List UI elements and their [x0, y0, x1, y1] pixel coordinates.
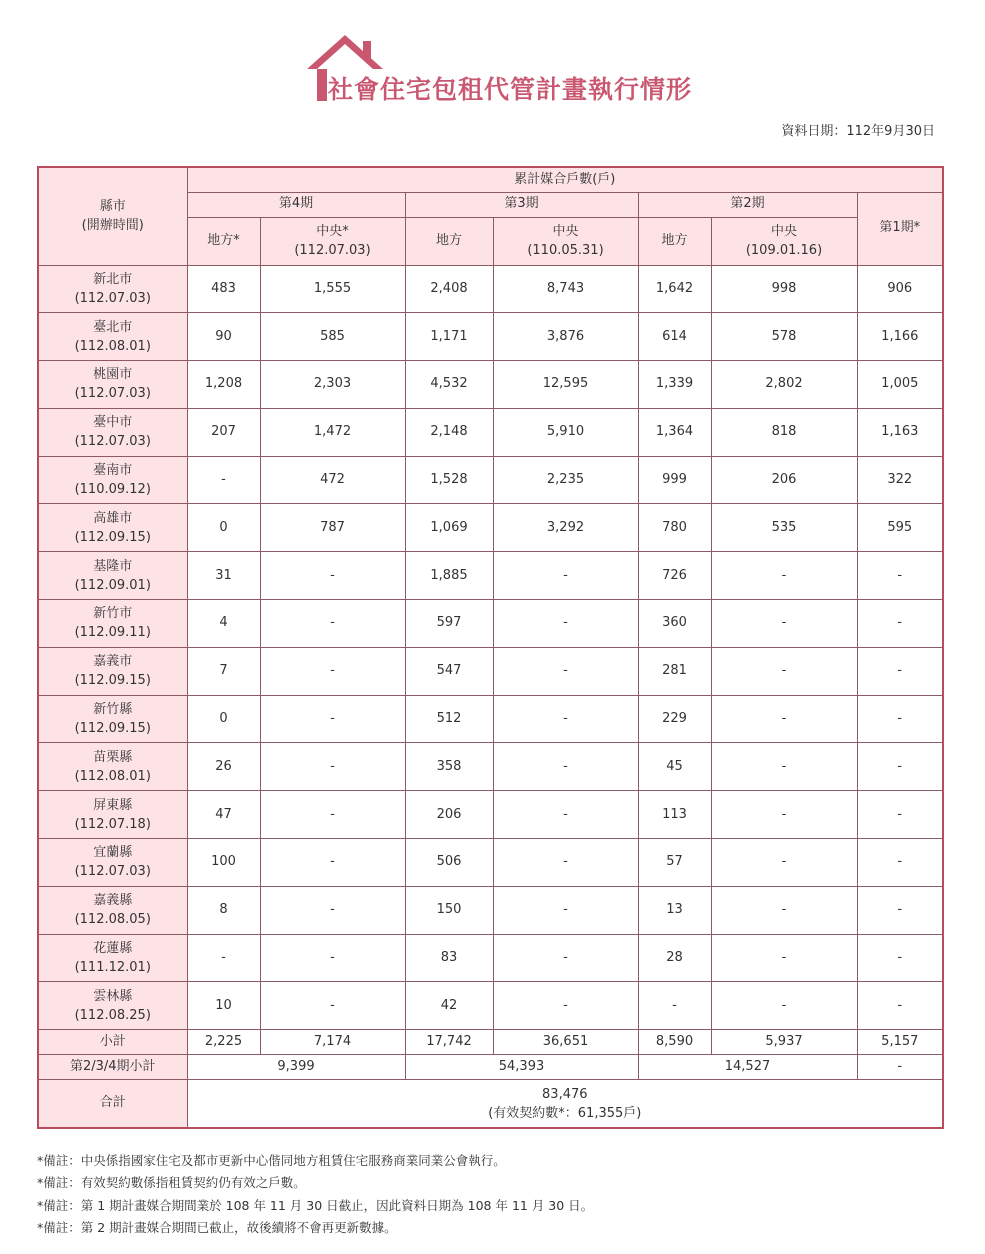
table-row [38, 886, 943, 934]
total-cell: 83,476 (有效契約數*：61,355戶) [187, 1080, 943, 1128]
footnotes [37, 1150, 593, 1239]
value-cell: 726 [638, 552, 711, 600]
value-cell: - [857, 600, 943, 648]
value-cell: 1,005 [857, 361, 943, 409]
value-cell: - [187, 456, 260, 504]
county-cell: 新竹縣 (112.09.15) [38, 695, 187, 743]
county-cell: 宜蘭縣 (112.07.03) [38, 839, 187, 887]
subtotal-label: 小計 [38, 1030, 187, 1055]
table-row [38, 552, 943, 600]
phase-subtotal-cell: 14,527 [638, 1055, 857, 1080]
table-row [38, 791, 943, 839]
value-cell: - [857, 934, 943, 982]
value-cell: 998 [711, 265, 857, 313]
phase3-header: 第3期 [405, 192, 638, 217]
matching-table [37, 166, 944, 1129]
value-cell: - [711, 886, 857, 934]
value-cell: 12,595 [493, 361, 638, 409]
page-header [0, 0, 985, 110]
value-cell: - [187, 934, 260, 982]
phase-subtotal-label: 第2/3/4期小計 [38, 1055, 187, 1080]
value-cell: 2,802 [711, 361, 857, 409]
footnote: *備註：中央係指國家住宅及都市更新中心偕同地方租賃住宅服務商業同業公會執行。 [37, 1153, 506, 1168]
p3-local-header: 地方 [405, 217, 493, 265]
value-cell: 1,642 [638, 265, 711, 313]
value-cell: 597 [405, 600, 493, 648]
county-cell: 雲林縣 (112.08.25) [38, 982, 187, 1030]
total-label: 合計 [38, 1080, 187, 1128]
value-cell: 10 [187, 982, 260, 1030]
table-row [38, 934, 943, 982]
county-cell: 嘉義市 (112.09.15) [38, 647, 187, 695]
value-cell: - [857, 743, 943, 791]
county-cell: 基隆市 (112.09.01) [38, 552, 187, 600]
value-cell: - [711, 791, 857, 839]
group-header: 累計媒合戶數(戶) [187, 167, 943, 192]
value-cell: - [857, 695, 943, 743]
value-cell: 57 [638, 839, 711, 887]
value-cell: 506 [405, 839, 493, 887]
value-cell: 585 [260, 313, 405, 361]
page-title: 社會住宅包租代管計畫執行情形 [328, 75, 693, 104]
value-cell: - [260, 886, 405, 934]
table-row [38, 313, 943, 361]
value-cell: 1,339 [638, 361, 711, 409]
footnote: *備註：有效契約數係指租賃契約仍有效之戶數。 [37, 1175, 306, 1191]
subtotal-row [38, 1030, 943, 1055]
value-cell: - [260, 982, 405, 1030]
value-cell: 999 [638, 456, 711, 504]
value-cell: 595 [857, 504, 943, 552]
value-cell: - [260, 647, 405, 695]
value-cell: - [857, 552, 943, 600]
value-cell: 47 [187, 791, 260, 839]
value-cell: 83 [405, 934, 493, 982]
value-cell: 1,163 [857, 408, 943, 456]
value-cell: - [260, 934, 405, 982]
value-cell: 5,910 [493, 408, 638, 456]
value-cell: 1,472 [260, 408, 405, 456]
value-cell: 90 [187, 313, 260, 361]
value-cell: 0 [187, 504, 260, 552]
table-row [38, 743, 943, 791]
value-cell: 206 [711, 456, 857, 504]
table-row [38, 647, 943, 695]
phase-subtotal-cell: 9,399 [187, 1055, 405, 1080]
value-cell: 4 [187, 600, 260, 648]
value-cell: 13 [638, 886, 711, 934]
value-cell: 45 [638, 743, 711, 791]
phase2-header: 第2期 [638, 192, 857, 217]
value-cell: - [493, 791, 638, 839]
value-cell: - [493, 886, 638, 934]
value-cell: 787 [260, 504, 405, 552]
table-row [38, 504, 943, 552]
table-row [38, 408, 943, 456]
subtotal-cell: 5,937 [711, 1030, 857, 1055]
value-cell: 2,408 [405, 265, 493, 313]
county-cell: 臺南市 (110.09.12) [38, 456, 187, 504]
data-date: 資料日期：112年9月30日 [781, 124, 935, 139]
county-cell: 花蓮縣 (111.12.01) [38, 934, 187, 982]
value-cell: 229 [638, 695, 711, 743]
value-cell: 113 [638, 791, 711, 839]
footnote: *備註：第 2 期計畫媒合期間已截止，故後續將不會再更新數據。 [37, 1219, 397, 1235]
value-cell: - [260, 695, 405, 743]
value-cell: 818 [711, 408, 857, 456]
value-cell: 512 [405, 695, 493, 743]
value-cell: 206 [405, 791, 493, 839]
value-cell: 360 [638, 600, 711, 648]
table-row [38, 839, 943, 887]
table-row [38, 456, 943, 504]
total-row [38, 1080, 943, 1128]
value-cell: - [857, 791, 943, 839]
value-cell: 535 [711, 504, 857, 552]
value-cell: - [857, 886, 943, 934]
value-cell: - [260, 600, 405, 648]
value-cell: - [260, 743, 405, 791]
footnote: *備註：第 1 期計畫媒合期間業於 108 年 11 月 30 日截止，因此資料日期為 108 年 11 月 30 日。 [37, 1197, 594, 1213]
value-cell: - [711, 839, 857, 887]
subtotal-cell: 36,651 [493, 1030, 638, 1055]
value-cell: 2,303 [260, 361, 405, 409]
county-header: 縣市 (開辦時間) [38, 167, 187, 265]
value-cell: - [493, 934, 638, 982]
value-cell: 3,876 [493, 313, 638, 361]
county-cell: 嘉義縣 (112.08.05) [38, 886, 187, 934]
value-cell: 31 [187, 552, 260, 600]
table-row [38, 265, 943, 313]
value-cell: - [493, 552, 638, 600]
value-cell: 547 [405, 647, 493, 695]
value-cell: 1,166 [857, 313, 943, 361]
value-cell: - [493, 743, 638, 791]
p4-central-header: 中央* (112.07.03) [260, 217, 405, 265]
phase4-header: 第4期 [187, 192, 405, 217]
value-cell: 1,069 [405, 504, 493, 552]
value-cell: 483 [187, 265, 260, 313]
value-cell: 150 [405, 886, 493, 934]
value-cell: 614 [638, 313, 711, 361]
value-cell: - [493, 600, 638, 648]
value-cell: 2,148 [405, 408, 493, 456]
value-cell: 281 [638, 647, 711, 695]
value-cell: 322 [857, 456, 943, 504]
table-row [38, 695, 943, 743]
value-cell: 4,532 [405, 361, 493, 409]
value-cell: 26 [187, 743, 260, 791]
phase1-header: 第1期* [857, 192, 943, 265]
value-cell: - [711, 600, 857, 648]
value-cell: 1,885 [405, 552, 493, 600]
value-cell: 1,208 [187, 361, 260, 409]
value-cell: 358 [405, 743, 493, 791]
value-cell: 472 [260, 456, 405, 504]
value-cell: - [711, 647, 857, 695]
value-cell: 1,528 [405, 456, 493, 504]
value-cell: 2,235 [493, 456, 638, 504]
value-cell: 0 [187, 695, 260, 743]
value-cell: - [260, 552, 405, 600]
value-cell: - [711, 743, 857, 791]
value-cell: 906 [857, 265, 943, 313]
value-cell: 7 [187, 647, 260, 695]
value-cell: 42 [405, 982, 493, 1030]
value-cell: - [711, 934, 857, 982]
p2-local-header: 地方 [638, 217, 711, 265]
subtotal-cell: 5,157 [857, 1030, 943, 1055]
county-cell: 新北市 (112.07.03) [38, 265, 187, 313]
subtotal-cell: 8,590 [638, 1030, 711, 1055]
value-cell: - [493, 647, 638, 695]
county-cell: 苗栗縣 (112.08.01) [38, 743, 187, 791]
value-cell: - [711, 695, 857, 743]
table-row [38, 982, 943, 1030]
value-cell: 780 [638, 504, 711, 552]
subtotal-cell: 2,225 [187, 1030, 260, 1055]
value-cell: - [857, 982, 943, 1030]
value-cell: 1,364 [638, 408, 711, 456]
value-cell: - [857, 647, 943, 695]
county-cell: 臺北市 (112.08.01) [38, 313, 187, 361]
county-cell: 臺中市 (112.07.03) [38, 408, 187, 456]
value-cell: 207 [187, 408, 260, 456]
value-cell: - [711, 552, 857, 600]
subtotal-cell: 17,742 [405, 1030, 493, 1055]
p4-local-header: 地方* [187, 217, 260, 265]
value-cell: - [493, 695, 638, 743]
county-cell: 桃園市 (112.07.03) [38, 361, 187, 409]
value-cell: 28 [638, 934, 711, 982]
county-cell: 高雄市 (112.09.15) [38, 504, 187, 552]
value-cell: - [857, 839, 943, 887]
phase-subtotal-cell: - [857, 1055, 943, 1080]
table-row [38, 600, 943, 648]
p3-central-header: 中央 (110.05.31) [493, 217, 638, 265]
value-cell: 8 [187, 886, 260, 934]
value-cell: 100 [187, 839, 260, 887]
value-cell: 1,555 [260, 265, 405, 313]
value-cell: 3,292 [493, 504, 638, 552]
subtotal-cell: 7,174 [260, 1030, 405, 1055]
value-cell: - [493, 982, 638, 1030]
phase-subtotal-row [38, 1055, 943, 1080]
phase-subtotal-cell: 54,393 [405, 1055, 638, 1080]
county-cell: 新竹市 (112.09.11) [38, 600, 187, 648]
value-cell: 1,171 [405, 313, 493, 361]
p2-central-header: 中央 (109.01.16) [711, 217, 857, 265]
value-cell: - [493, 839, 638, 887]
value-cell: 578 [711, 313, 857, 361]
county-cell: 屏東縣 (112.07.18) [38, 791, 187, 839]
value-cell: - [711, 982, 857, 1030]
value-cell: - [638, 982, 711, 1030]
value-cell: 8,743 [493, 265, 638, 313]
value-cell: - [260, 791, 405, 839]
value-cell: - [260, 839, 405, 887]
table-row [38, 361, 943, 409]
